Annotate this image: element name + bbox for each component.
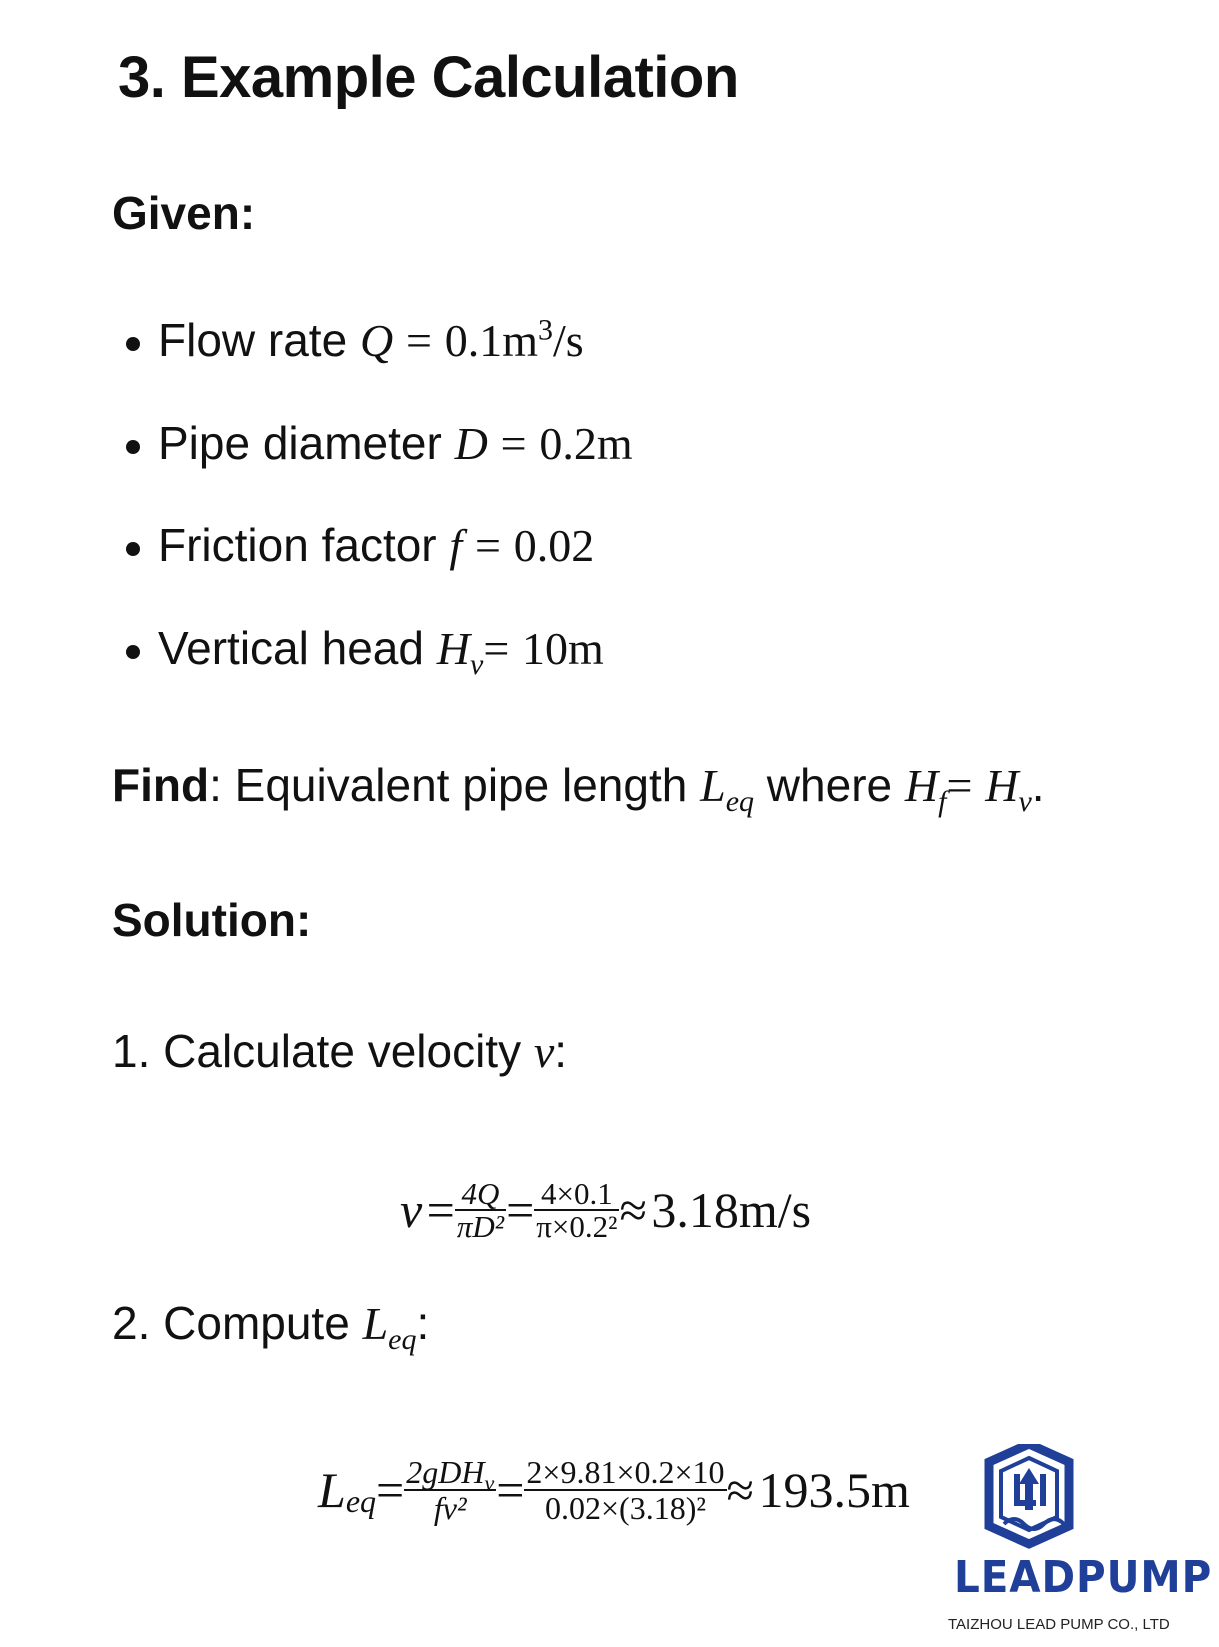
list-item-label: Pipe diameter (158, 417, 442, 469)
find-relation: = (946, 760, 973, 811)
fraction (534, 1178, 619, 1242)
page-title: 3. Example Calculation (118, 45, 739, 110)
find-lhs-variable: H (904, 760, 939, 811)
equation-result: 193.5m (758, 1462, 910, 1518)
step-2-label: 2. Compute (112, 1297, 363, 1349)
hexagon-emblem-icon (984, 1444, 1214, 1554)
equation-equals: = (496, 1462, 525, 1518)
list-item-relation: = (405, 315, 432, 366)
find-lhs-subscript: f (938, 785, 947, 819)
list-item-subscript: v (469, 648, 484, 682)
list-item (158, 621, 604, 682)
list-item-label: Flow rate (158, 314, 348, 366)
list-item-label: Friction factor (158, 519, 437, 571)
fraction-numerator: 4Q (455, 1178, 506, 1211)
equation-approx: ≈ (726, 1462, 754, 1518)
find-statement (112, 758, 1045, 819)
list-item (158, 313, 584, 367)
step-2-text (112, 1296, 430, 1357)
logo-company: TAIZHOU LEAD PUMP CO., LTD (948, 1616, 1170, 1633)
find-where: where (754, 759, 905, 811)
step-1-end: : (554, 1025, 568, 1077)
equation-equals: = (506, 1182, 535, 1238)
logo-brand: LEADPUMP (954, 1552, 1213, 1603)
fraction-denominator: 0.02×(3.18)² (545, 1490, 706, 1526)
list-item (158, 518, 594, 572)
bullet (126, 440, 140, 454)
equation-approx: ≈ (619, 1182, 647, 1238)
fraction (524, 1455, 726, 1525)
list-item-relation: = (474, 520, 501, 571)
fraction (404, 1455, 496, 1525)
bullet (126, 645, 140, 659)
fraction-numerator: 2×9.81×0.2×10 (526, 1454, 725, 1490)
step-1-label: 1. Calculate velocity (112, 1025, 534, 1077)
equation-equals: = (376, 1462, 405, 1518)
list-item-variable: f (449, 520, 463, 571)
step-1-variable: v (533, 1026, 555, 1077)
list-item-value: 0.02 (513, 520, 595, 571)
fraction-denominator: π×0.2² (536, 1209, 618, 1244)
list-item-variable: Q (359, 315, 394, 366)
company-logo (948, 1444, 1214, 1646)
fraction (455, 1178, 506, 1242)
solution-heading: Solution: (112, 894, 312, 946)
step-1-text (112, 1024, 567, 1078)
equation-lhs-subscript: eq (345, 1483, 377, 1520)
equation-lhs: v (400, 1182, 423, 1238)
given-heading: Given: (112, 187, 256, 239)
list-item-unit: /s (552, 315, 584, 366)
velocity-equation (400, 1178, 811, 1242)
step-2-variable: L (362, 1298, 389, 1349)
find-variable: L (700, 760, 726, 811)
fraction-numerator-text: 2gDH (406, 1454, 485, 1490)
list-item (158, 416, 633, 470)
list-item-variable: H (436, 623, 470, 674)
find-label: Find (112, 759, 210, 811)
equation-lhs: L (318, 1462, 346, 1518)
find-end: . (1031, 759, 1045, 811)
fraction-numerator: 4×0.1 (534, 1178, 619, 1211)
list-item-relation: = (500, 418, 527, 469)
list-item-relation: = (483, 623, 510, 674)
find-text: : Equivalent pipe length (209, 759, 701, 811)
fraction-denominator: πD² (456, 1209, 505, 1244)
list-item-variable: D (454, 418, 488, 469)
find-rhs-subscript: v (1018, 785, 1032, 819)
list-item-label: Vertical head (158, 622, 424, 674)
equation-equals: = (426, 1182, 455, 1238)
step-2-end: : (416, 1297, 430, 1349)
bullet (126, 542, 140, 556)
step-2-subscript: eq (388, 1323, 417, 1357)
bullet (126, 337, 140, 351)
list-item-value: 0.2m (539, 418, 633, 469)
list-item-value: 10m (522, 623, 604, 674)
find-subscript: eq (725, 785, 755, 819)
fraction-numerator (404, 1454, 496, 1496)
list-item-value: 0.1m (444, 315, 538, 366)
fraction-numerator-subscript: v (484, 1470, 495, 1496)
fraction-denominator: fv² (433, 1490, 467, 1526)
length-equation (318, 1455, 910, 1525)
equation-result: 3.18m/s (651, 1182, 812, 1238)
find-rhs-variable: H (985, 760, 1019, 811)
list-item-superscript: 3 (537, 313, 553, 347)
